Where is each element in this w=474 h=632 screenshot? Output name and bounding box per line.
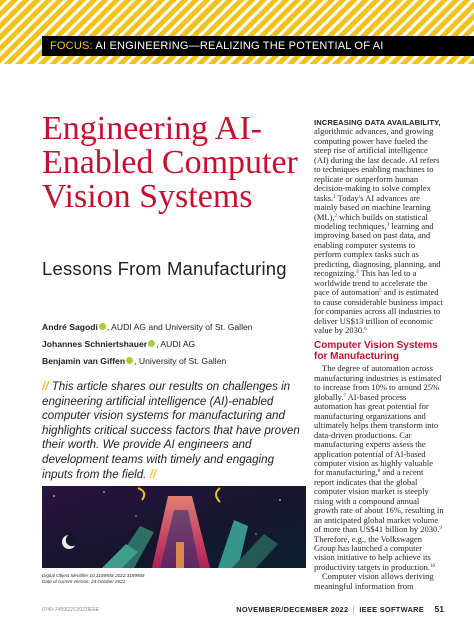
page-number: 51 (434, 604, 444, 614)
version-date: Date of current version: 24 October 2022 (42, 579, 126, 584)
body-text: algorithmic advances, and growing computing power have fueled the steep rise of artificial intelligence (AI) during the last decade. AI refers to techniques enabling machines to replicate or outperform human decision-making to solve complex tasks. (314, 126, 440, 203)
abstract-open-slashes: // (42, 380, 49, 393)
body-text: AI-based process automation has great potential for manufacturing organizations and ultimately helps them transform into data-driven productions. Car manufacturing experts assess the application potential of AI-based computer vision as highly valuable for manufacturing, (314, 391, 439, 478)
reference-marker: 4 (356, 270, 359, 276)
reference-marker: 3 (386, 222, 390, 228)
footer-issue (236, 605, 424, 614)
body-text: which builds on statistical modeling techniques, (314, 211, 428, 231)
author-line (42, 339, 195, 349)
orcid-icon[interactable] (148, 340, 155, 347)
lead-in: INCREASING DATA AVAILABILITY, (314, 118, 441, 127)
reference-marker: 2 (334, 213, 338, 219)
footer-separator: | (352, 605, 355, 614)
body-paragraph (314, 118, 444, 335)
illustration-art (42, 486, 306, 568)
orcid-icon[interactable] (126, 357, 133, 364)
author-name: Benjamin van Giffen (42, 356, 126, 366)
focus-bar (42, 36, 474, 56)
body-text: This has led to a worldwide trend to accelerate the pace of automation (314, 268, 428, 298)
focus-label: FOCUS: (50, 40, 93, 52)
issue-date: NOVEMBER/DECEMBER 2022 (236, 605, 349, 614)
doi-text: Digital Object Identifier 10.1109/MS.2022.3189904 (42, 573, 145, 578)
body-text: learning and improving based on past data, and enabling computer systems to perform complex tasks such as predicting, diagnosing, planning, and recognizing. (314, 220, 441, 279)
author-affiliation: , AUDI AG (156, 339, 196, 349)
article-title: Engineering AI-Enabled Computer Vision Systems (42, 110, 298, 215)
footer-code: 0740-7459/22©2022IEEE (42, 607, 100, 613)
author-affiliation: , University of St. Gallen (134, 356, 227, 366)
body-column (314, 118, 444, 591)
reference-marker: 7 (343, 393, 346, 399)
body-text: Therefore, e.g., the Volkswagen Group has launched a computer vision initiative to help achieve its productivity targets in production. (314, 533, 431, 572)
body-text: The degree of automation across manufacturing industries is estimated to increase from 10% to around 25% globally. (314, 363, 442, 402)
abstract-close-slashes: // (149, 467, 157, 481)
body-paragraph (314, 364, 444, 572)
author-name: André Sagodi (42, 322, 98, 332)
reference-marker: 6 (364, 326, 367, 332)
reference-marker: 1 (333, 194, 336, 200)
body-paragraph (314, 572, 444, 591)
article-abstract (42, 380, 304, 482)
reference-marker: 10 (430, 563, 435, 569)
magazine-name: IEEE SOFTWARE (359, 605, 424, 614)
abstract-text: This article shares our results on challenges in engineering artificial intelligence (AI)-enabled computer vision systems for manufacturing and highlights critical success factors that have proven their worth. We provide AI engineers and development teams with timely and engaging inputs from the field. (42, 380, 300, 481)
body-text: and is estimated to cause considerable business impact for companies across all industries to deliver US$13 trillion of economic value by 2030. (314, 287, 443, 335)
body-text: Computer vision allows deriving meaningful information from (314, 571, 434, 591)
author-name: Johannes Schniertshauer (42, 339, 148, 349)
section-heading: Computer Vision Systems for Manufacturing (314, 340, 438, 362)
article-illustration (42, 486, 306, 568)
author-line (42, 356, 226, 366)
body-text: Today's AI advances are mainly based on machine learning (ML), (314, 192, 431, 222)
author-line (42, 322, 253, 332)
body-text: and a recent report indicates that the global computer vision market is steeply rising with a compound annual growth rate of about 16%, resulting in an anticipated global market volume of more than US$41 billion by 2030. (314, 467, 444, 535)
focus-topic: AI ENGINEERING—REALIZING THE POTENTIAL OF AI (95, 40, 384, 52)
author-affiliation: , AUDI AG and University of St. Gallen (106, 322, 253, 332)
article-subtitle: Lessons From Manufacturing (42, 258, 287, 279)
reference-marker: 8 (377, 469, 381, 475)
reference-marker: 9 (439, 526, 442, 532)
page-footer (42, 604, 444, 618)
reference-marker: 5 (379, 289, 382, 295)
orcid-icon[interactable] (99, 323, 106, 330)
doi-block (42, 573, 145, 585)
